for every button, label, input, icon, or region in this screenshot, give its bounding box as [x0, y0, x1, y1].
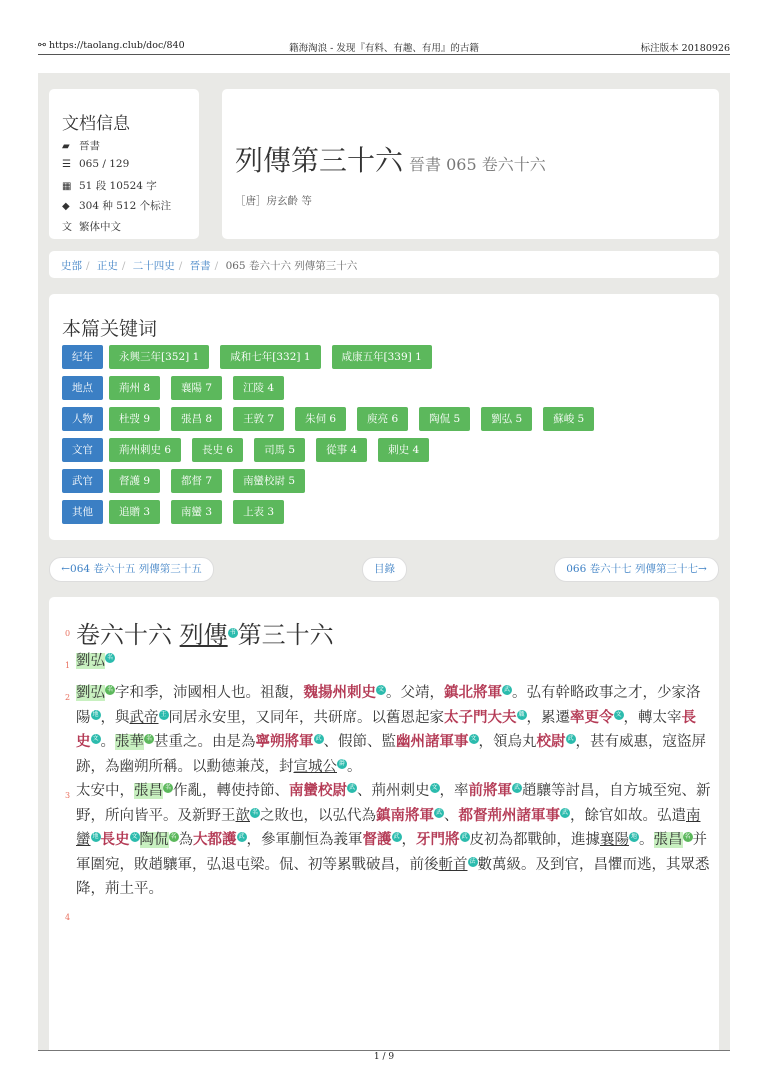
doc-info-chapter	[62, 158, 129, 170]
text-run: 降，荊土平。	[76, 881, 163, 897]
paragraph-1	[76, 649, 115, 674]
keyword-category[interactable]: 文官	[62, 438, 103, 462]
text-run: 野，所向皆平。及新野王	[76, 807, 236, 824]
keyword-tag[interactable]: 刺史 4	[378, 438, 429, 462]
keyword-category[interactable]: 地点	[62, 376, 103, 400]
annotation-badge[interactable]: 武	[503, 686, 510, 694]
annotation-badge[interactable]: 名	[164, 784, 171, 792]
toc-button[interactable]: 目錄	[362, 557, 407, 582]
para-number: 4	[65, 913, 71, 922]
text-run: 字和季，沛國相人也。祖馥，	[115, 685, 304, 701]
annotated-term[interactable]: 斬首	[438, 856, 468, 873]
annotated-term[interactable]: 歆	[235, 807, 250, 824]
url-text: https://taolang.club/doc/840	[48, 40, 185, 51]
office-title[interactable]: 大都護	[193, 831, 237, 848]
annotation-badge[interactable]: 地	[92, 833, 99, 841]
text-run: ，轉太宰	[623, 709, 682, 726]
annotation-badge[interactable]: 爵	[338, 759, 345, 767]
text-run: 數萬級。及到官，昌懼而逃，其眾悉	[477, 856, 710, 873]
text-run: 并	[692, 832, 707, 848]
annotation-badge[interactable]: 文	[470, 735, 477, 743]
annotation-badge[interactable]: 地	[92, 710, 99, 718]
doc-info-size	[62, 178, 157, 193]
annotation-version: 标注版本 20180926	[640, 43, 730, 54]
title-card	[222, 89, 719, 239]
annotation-badge[interactable]: 武	[435, 808, 442, 816]
list-icon: ☰	[62, 159, 71, 170]
text-run: 甚重之。由是為	[154, 734, 256, 750]
office-title[interactable]: 前將軍	[468, 782, 512, 799]
link-icon: ⚯	[38, 40, 49, 51]
page-number: 1 / 9	[373, 1052, 395, 1062]
text-line	[76, 730, 706, 755]
text-run: ，領烏丸	[478, 734, 537, 750]
doc-info-card	[49, 89, 199, 239]
text-line	[76, 706, 706, 731]
text-run: 、	[444, 807, 459, 824]
office-title[interactable]: 幽州諸軍事	[396, 733, 469, 750]
office-title[interactable]: 率更令	[570, 708, 614, 726]
annotation-badge[interactable]: 文	[431, 784, 438, 792]
text-run: 。	[639, 832, 654, 848]
heading-link[interactable]: 列傳	[179, 621, 228, 649]
annotation-badge[interactable]: 武	[238, 833, 245, 841]
breadcrumb: 史部 / 正史 / 二十四史 / 晉書 / 065 卷六十六 列傳第三十六	[49, 251, 719, 278]
annotations-text: 304 种 512 个标注	[79, 200, 172, 212]
book-badge[interactable]: 书	[229, 629, 236, 636]
doc-info-annotations	[62, 198, 171, 213]
text-run: 。	[347, 758, 362, 775]
paragraph-3	[76, 779, 711, 902]
text-run: 為	[178, 832, 193, 848]
para-number: 3	[65, 791, 71, 800]
keyword-tag[interactable]: 司馬 5	[254, 438, 305, 462]
text-run: 太安中，	[76, 783, 134, 799]
annotation-badge[interactable]: 名	[145, 735, 152, 743]
doc-title	[235, 139, 546, 179]
text-line	[76, 828, 711, 853]
annotation-badge[interactable]: 文	[92, 735, 99, 743]
person-name[interactable]: 張昌	[134, 783, 163, 799]
keyword-tag[interactable]: 咸康五年[339] 1	[332, 345, 432, 369]
annotation-badge[interactable]: 文	[131, 833, 138, 841]
office-title[interactable]: 史	[76, 733, 91, 750]
keyword-category[interactable]: 武官	[62, 469, 103, 493]
text-run: 。	[100, 734, 115, 750]
keyword-tag[interactable]: 督護 9	[109, 469, 160, 493]
office-title[interactable]: 校尉	[536, 733, 566, 750]
keyword-tag[interactable]: 朱伺 6	[295, 407, 346, 431]
office-title[interactable]: 督護	[362, 831, 392, 848]
keyword-tag[interactable]: 從事 4	[316, 438, 367, 462]
annotation-badge[interactable]: 武	[393, 833, 400, 841]
size-text: 51 段 10524 字	[79, 180, 157, 192]
keyword-row	[62, 500, 295, 524]
para-number: 0	[65, 629, 71, 638]
breadcrumb-item-shibu[interactable]: 史部	[61, 260, 82, 272]
keyword-tag[interactable]: 永興三年[352] 1	[109, 345, 209, 369]
tags-icon: ◆	[62, 201, 70, 212]
annotation-badge[interactable]: 王	[160, 710, 167, 718]
page-body	[38, 73, 730, 1051]
text-line	[76, 877, 711, 902]
keywords-card	[49, 294, 719, 540]
chapter-text: 065 / 129	[79, 158, 130, 170]
doc-info-book	[62, 138, 100, 153]
doc-info-script	[62, 218, 121, 234]
office-title[interactable]: 鎮南將軍	[376, 806, 434, 824]
keyword-tag[interactable]: 長史 6	[192, 438, 243, 462]
para-number: 2	[65, 693, 71, 702]
keyword-tag[interactable]: 江陵 4	[233, 376, 284, 400]
chapter-heading	[76, 615, 334, 650]
text-run: ，餘官如故。弘遣	[570, 807, 686, 824]
annotated-term[interactable]: 襄陽	[600, 832, 629, 848]
script-text: 繁体中文	[79, 221, 121, 233]
office-title[interactable]: 太子門大夫	[444, 708, 517, 726]
text-run: 。弘有幹略政事之才，少家洛	[512, 685, 701, 701]
annotated-term[interactable]: 南	[686, 807, 701, 824]
para-number: 1	[65, 661, 71, 670]
text-line	[76, 853, 711, 878]
keyword-row	[62, 407, 605, 431]
text-run: ，與	[100, 709, 130, 726]
annotation-badge[interactable]: 武	[567, 735, 574, 743]
text-run: ，率	[439, 783, 469, 799]
title-main: 列傳第三十六	[235, 144, 404, 177]
keyword-row	[62, 438, 440, 462]
breadcrumb-item-jinshu[interactable]: 晉書	[189, 260, 211, 272]
office-title[interactable]: 魏揚州刺史	[303, 684, 376, 701]
breadcrumb-item-zhengshi[interactable]: 正史	[96, 260, 118, 272]
annotation-badge[interactable]: 武	[513, 784, 520, 792]
keyword-tag[interactable]: 荊州 8	[109, 376, 160, 400]
breadcrumb-item-ershisishi[interactable]: 二十四史	[132, 260, 175, 272]
office-title[interactable]: 鎮北將軍	[444, 684, 502, 701]
person-name[interactable]: 張昌	[653, 832, 683, 848]
keyword-tag[interactable]: 王敦 7	[233, 407, 284, 431]
annotation-badge[interactable]: 武	[315, 735, 322, 743]
keyword-category[interactable]: 其他	[62, 500, 103, 524]
text-run: 、假節、監	[323, 734, 396, 750]
keyword-tag[interactable]: 追贈 3	[109, 500, 160, 524]
keyword-row	[62, 469, 316, 493]
footer-divider	[38, 1050, 730, 1051]
keyword-tag[interactable]: 荊州刺史 6	[109, 438, 181, 462]
office-title[interactable]: 南蠻校尉	[289, 782, 347, 799]
keyword-tag[interactable]: 上表 3	[233, 500, 284, 524]
text-run: ，累遷	[526, 709, 570, 726]
office-title[interactable]: 都督荊州諸軍事	[458, 806, 560, 824]
text-run: 皮初為都戰帥，進據	[469, 832, 600, 848]
text-run: 作亂，轉使持節、	[173, 783, 289, 799]
translate-icon: 文	[62, 222, 72, 233]
keyword-tag[interactable]: 庾亮 6	[357, 407, 408, 431]
annotation-badge[interactable]: 文	[615, 710, 622, 718]
office-title[interactable]: 寧朔將軍	[255, 733, 314, 750]
print-header	[38, 38, 730, 55]
annotation-badge[interactable]: 名	[170, 833, 177, 841]
keyword-category[interactable]: 纪年	[62, 345, 103, 369]
text-run: 、荊州刺史	[357, 783, 430, 799]
person-name[interactable]: 陶侃	[139, 832, 169, 848]
text-run: 陽	[76, 709, 91, 726]
prev-chapter-button[interactable]: ←064 卷六十五 列傳第三十五	[49, 557, 214, 582]
annotation-badge[interactable]: 職	[518, 710, 525, 718]
annotated-term[interactable]: 宣城公	[293, 758, 337, 775]
annotation-badge[interactable]: 武	[348, 784, 355, 792]
annotation-badge[interactable]: 地	[630, 833, 637, 841]
person-name[interactable]: 劉弘	[76, 685, 105, 701]
office-title[interactable]: 長	[681, 708, 696, 726]
keyword-tag[interactable]: 蘇峻 5	[543, 407, 594, 431]
title-sub: 晉書 065 卷六十六	[409, 155, 546, 174]
text-run: 軍圍宛，敗趙驤軍，弘退屯梁。侃、初等累戰破昌，前後	[76, 856, 439, 873]
breadcrumb-current: 065 卷六十六 列傳第三十六	[225, 260, 358, 272]
office-title[interactable]: 牙門將	[416, 831, 460, 848]
annotation-badge[interactable]: 武	[561, 808, 568, 816]
keyword-row	[62, 376, 295, 400]
keyword-tag[interactable]: 杜弢 9	[109, 407, 160, 431]
text-run: ，	[401, 832, 416, 848]
text-run: ，參軍蒯恒為義軍	[246, 832, 363, 848]
keyword-tag[interactable]: 襄陽 7	[171, 376, 222, 400]
keyword-category[interactable]: 人物	[62, 407, 103, 431]
book-icon: ▰	[62, 141, 70, 152]
annotated-term[interactable]: 蠻	[76, 832, 91, 848]
annotation-badge[interactable]: 法	[469, 857, 476, 865]
heading-prefix: 卷六十六	[76, 621, 180, 649]
doc-info-heading: 文档信息	[62, 114, 130, 134]
book-text: 晉書	[79, 140, 100, 152]
annotation-badge[interactable]: 名	[251, 808, 258, 816]
name-badge[interactable]: 名	[106, 654, 113, 662]
keyword-tag[interactable]: 張昌 8	[171, 407, 222, 431]
person-name[interactable]: 劉弘	[76, 653, 105, 669]
next-chapter-button[interactable]: 066 卷六十七 列傳第三十七→	[554, 557, 719, 582]
keyword-tag[interactable]: 都督 7	[171, 469, 222, 493]
text-line	[76, 755, 706, 780]
text-line	[76, 804, 711, 829]
author: ［唐］房玄齡 等	[235, 195, 312, 207]
keyword-row	[62, 345, 443, 369]
annotation-badge[interactable]: 名	[106, 686, 113, 694]
text-run: 。父靖，	[386, 685, 444, 701]
paragraph-2	[76, 681, 706, 779]
text-card	[49, 597, 719, 1051]
keyword-tag[interactable]: 南蠻 3	[171, 500, 222, 524]
keywords-heading: 本篇关键词	[62, 318, 158, 340]
grid-icon: ▦	[62, 181, 72, 192]
annotation-badge[interactable]: 文	[377, 686, 384, 694]
text-run: 之敗也，以弘代為	[260, 807, 376, 824]
keyword-tag[interactable]: 南蠻校尉 5	[233, 469, 305, 493]
keyword-tag[interactable]: 陶侃 5	[419, 407, 470, 431]
text-run: 同居永安里，又同年，共研席。以舊恩起家	[168, 709, 444, 726]
person-name[interactable]: 張華	[115, 734, 144, 750]
keyword-tag[interactable]: 劉弘 5	[481, 407, 532, 431]
text-line	[76, 779, 711, 804]
annotation-badge[interactable]: 武	[461, 833, 468, 841]
text-run: ，甚有威惠，寇盜屏	[575, 734, 706, 750]
keyword-tag[interactable]: 咸和七年[332] 1	[220, 345, 320, 369]
annotation-badge[interactable]: 名	[684, 833, 691, 841]
office-title[interactable]: 長史	[100, 831, 130, 848]
heading-suffix: 第三十六	[237, 621, 334, 649]
site-title: 籍海淘浪 - 发现『有料、有趣、有用』的古籍	[289, 43, 479, 54]
annotated-term[interactable]: 武帝	[129, 709, 159, 726]
text-run: 趙驤等討昌，自方城至宛、新	[522, 783, 711, 799]
text-line	[76, 681, 706, 706]
text-run: 跡，為幽朔所稱。以勳德兼茂，封	[76, 758, 294, 775]
